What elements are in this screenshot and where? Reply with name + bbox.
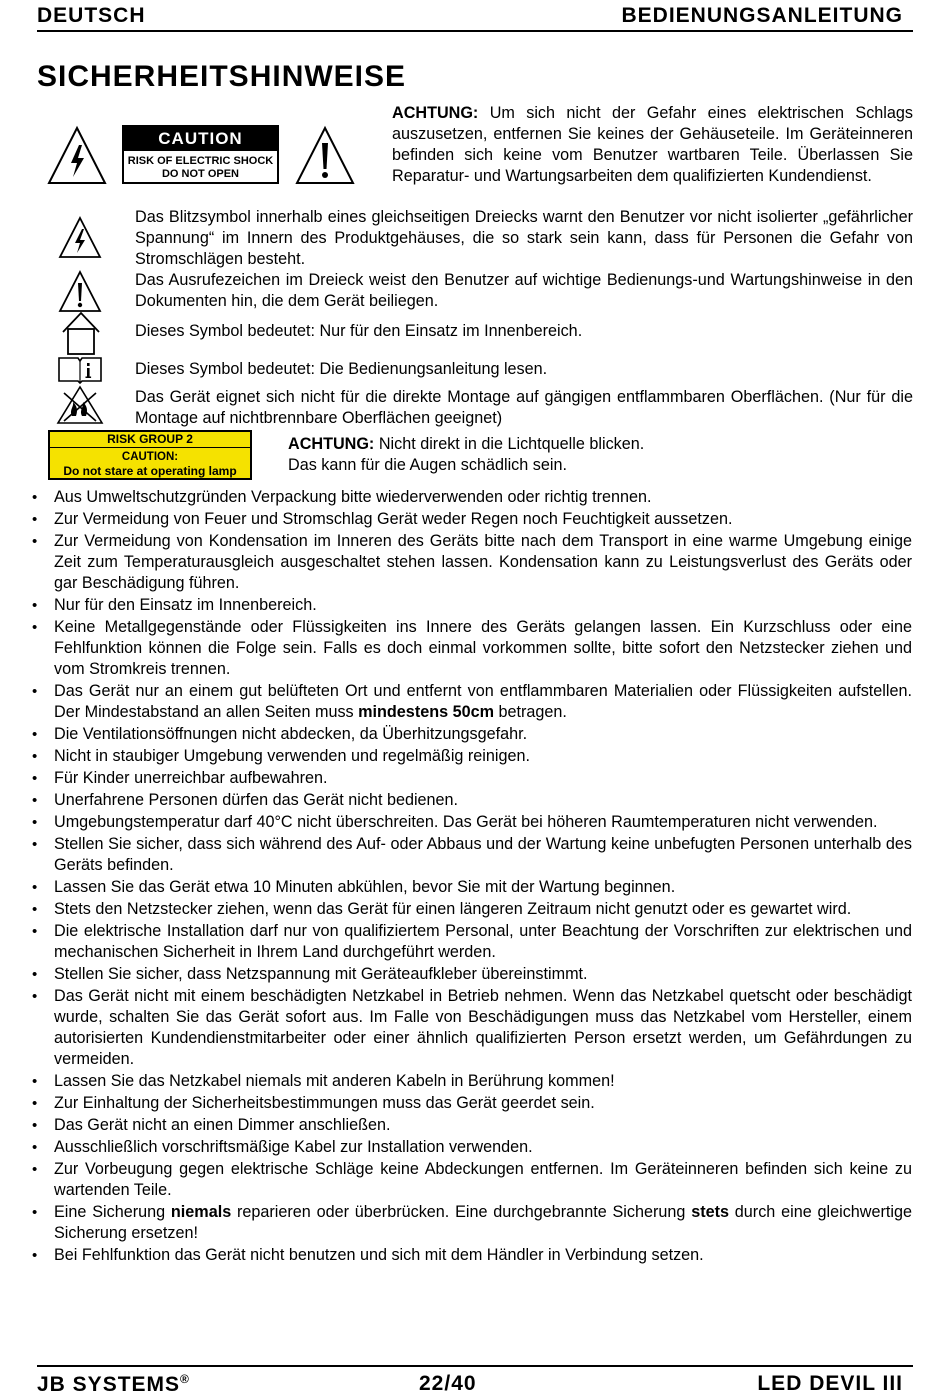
warning-intro <box>392 103 913 187</box>
safety-bullet <box>28 964 912 985</box>
bullet-text: Das Gerät nicht an einen Dimmer anschließen. <box>54 1116 391 1134</box>
risk-group-caution: CAUTION: <box>121 451 179 463</box>
bullet-text: Unerfahrene Personen dürfen das Gerät nicht bedienen. <box>54 791 459 809</box>
warning-intro-text: Um sich nicht der Gefahr eines elektrischen Schlags auszusetzen, entfernen Sie keines der Gehäuseteile. Im Geräteinneren befinden sich keine vom Benutzer wartbaren Teile. Überlassen Sie Reparatur- und Wartungsarbeiten dem qualifizierten Kundendienst. <box>392 104 913 185</box>
lightning-warning-icon <box>46 125 108 187</box>
risk-warning-line-2: Das kann für die Augen schädlich sein. <box>288 456 567 474</box>
bullet-text: reparieren oder überbrücken. Eine durchgebrannte Sicherung <box>231 1203 692 1221</box>
safety-bullet <box>28 1245 912 1266</box>
warning-intro-label: ACHTUNG: <box>392 104 479 122</box>
bullet-text: Ausschließlich vorschriftsmäßige Kabel zur Installation verwenden. <box>54 1138 533 1156</box>
safety-bullet <box>28 768 912 789</box>
safety-bullet <box>28 1202 912 1244</box>
caution-line-2: DO NOT OPEN <box>161 168 239 180</box>
bullet-text: Stellen Sie sicher, dass sich während des Auf- oder Abbaus und der Wartung keine unbefugten Personen unterhalb des Geräts befinden. <box>54 835 912 874</box>
caution-label <box>122 125 279 184</box>
bullet-emphasis: niemals <box>170 1203 232 1221</box>
safety-bullet <box>28 617 912 680</box>
safety-bullet <box>28 1137 912 1158</box>
safety-bullet <box>28 595 912 616</box>
footer-product-name: LED DEVIL III <box>757 1372 903 1395</box>
bullet-text: Eine Sicherung <box>54 1203 171 1221</box>
bullet-text: Lassen Sie das Gerät etwa 10 Minuten abkühlen, bevor Sie mit der Wartung beginnen. <box>54 878 676 896</box>
exclamation-warning-icon <box>294 125 356 187</box>
safety-bullet <box>28 790 912 811</box>
bullet-text: Zur Vermeidung von Kondensation im Inneren des Geräts bitte nach dem Transport in eine warme Umgebung einige Zeit zum Temperaturausgleich ausgeschaltet stehen lassen. Kondensation kann zu Leistungsverlust des Geräts oder gar Beschädigung führen. <box>54 532 912 592</box>
indoor-use-icon <box>60 310 102 356</box>
footer-brand <box>37 1372 190 1397</box>
footer-registered-mark: ® <box>180 1372 190 1386</box>
manual-description: Dieses Symbol bedeutet: Die Bedienungsanleitung lesen. <box>135 360 548 378</box>
bullet-emphasis: mindestens 50cm <box>358 703 494 721</box>
exclamation-description: Das Ausrufezeichen im Dreieck weist den Benutzer auf wichtige Bedienungs-und Wartungshinweise in den Dokumenten hin, die dem Gerät beiliegen. <box>135 271 913 310</box>
bullet-text: Zur Einhaltung der Sicherheitsbestimmungen muss das Gerät geerdet sein. <box>54 1094 595 1112</box>
caution-title: CAUTION <box>124 127 277 151</box>
page-title: SICHERHEITSHINWEISE <box>37 60 407 93</box>
safety-bullet <box>28 986 912 1070</box>
safety-bullet <box>28 724 912 745</box>
exclamation-icon <box>58 270 102 314</box>
read-manual-icon <box>56 354 104 384</box>
bullet-text: Keine Metallgegenstände oder Flüssigkeiten ins Innere des Geräts gelangen lassen. Ein Kurzschluss oder eine Fehlfunktion können die Folge sein. Falls es doch einmal vorkommen sollte, bitte sofort den Netzstecker ziehen und vom Stromkreis trennen. <box>54 618 912 678</box>
bullet-text: Nur für den Einsatz im Innenbereich. <box>54 596 317 614</box>
safety-bullet <box>28 1159 912 1201</box>
header-language: DEUTSCH <box>37 4 146 27</box>
bullet-text: Stellen Sie sicher, dass Netzspannung mit Geräteaufkleber übereinstimmt. <box>54 965 588 983</box>
safety-bullet <box>28 812 912 833</box>
safety-bullet-list <box>28 487 912 1267</box>
safety-bullet <box>28 509 912 530</box>
bullet-text: Das Gerät nicht mit einem beschädigten Netzkabel in Betrieb nehmen. Wenn das Netzkabel quetscht oder beschädigt wurde, schalten Sie das Gerät sofort aus. Im Falle von Beschädigungen muss das Netzkabel vom Hersteller, einem autorisierten Kundendienstmitarbeiter oder einer ähnlich qualifizierten Person ersetzt werden, um Gefährdungen zu vermeiden. <box>54 987 912 1068</box>
safety-bullet <box>28 681 912 723</box>
page-header <box>37 2 913 32</box>
lightning-description: Das Blitzsymbol innerhalb eines gleichseitigen Dreiecks warnt den Benutzer vor nicht isolierter „gefährlicher Spannung“ im Innern des Produktgehäuses, die so stark sein kann, dass für Personen die Gefahr von Stromschlägen besteht. <box>135 208 913 268</box>
header-doc-title: BEDIENUNGSANLEITUNG <box>621 4 903 27</box>
safety-bullet <box>28 746 912 767</box>
safety-bullet <box>28 834 912 876</box>
safety-bullet <box>28 487 912 508</box>
bullet-text: Nicht in staubiger Umgebung verwenden und regelmäßig reinigen. <box>54 747 531 765</box>
safety-bullet <box>28 1115 912 1136</box>
safety-bullet <box>28 921 912 963</box>
bullet-text: Stets den Netzstecker ziehen, wenn das Gerät für einen längeren Zeitraum nicht genutzt oder es gewartet wird. <box>54 900 852 918</box>
bullet-text: Bei Fehlfunktion das Gerät nicht benutzen und sich mit dem Händler in Verbindung setzen. <box>54 1246 704 1264</box>
bullet-text: Die Ventilationsöffnungen nicht abdecken, da Überhitzungsgefahr. <box>54 725 528 743</box>
bullet-text: Lassen Sie das Netzkabel niemals mit anderen Kabeln in Berührung kommen! <box>54 1072 615 1090</box>
bullet-emphasis: stets <box>691 1203 729 1221</box>
bullet-text: Für Kinder unerreichbar aufbewahren. <box>54 769 328 787</box>
safety-bullet <box>28 877 912 898</box>
caution-line-1: RISK OF ELECTRIC SHOCK <box>127 155 274 167</box>
bullet-text: Die elektrische Installation darf nur von qualifiziertem Personal, unter Beachtung der Vorschriften zur elektrischen und mechanischen Sicherheit in Ihrem Land durchgeführt werden. <box>54 922 912 961</box>
bullet-text: durch eine gleichwertige Sicherung ersetzen! <box>54 1203 912 1242</box>
bullet-text: Zur Vermeidung von Feuer und Stromschlag Gerät weder Regen noch Feuchtigkeit aussetzen. <box>54 510 733 528</box>
bullet-text: Umgebungstemperatur darf 40°C nicht überschreiten. Das Gerät bei höheren Raumtemperaturen nicht verwenden. <box>54 813 878 831</box>
flammable-surface-icon <box>56 385 104 425</box>
safety-bullet <box>28 1093 912 1114</box>
risk-warning <box>288 434 888 476</box>
risk-warning-line-1: Nicht direkt in die Lichtquelle blicken. <box>374 435 645 453</box>
safety-bullet <box>28 531 912 594</box>
indoor-description: Dieses Symbol bedeutet: Nur für den Einsatz im Innenbereich. <box>135 322 583 340</box>
page-footer <box>37 1365 913 1397</box>
safety-bullet <box>28 1071 912 1092</box>
safety-bullet <box>28 899 912 920</box>
bullet-text: Zur Vorbeugung gegen elektrische Schläge keine Abdeckungen entfernen. Im Geräteinneren befinden sich keine zu wartenden Teile. <box>54 1160 912 1199</box>
footer-brand-name: JB SYSTEMS <box>37 1373 181 1396</box>
footer-page-number: 22/40 <box>419 1372 477 1395</box>
bullet-text: Das Gerät nur an einem gut belüfteten Ort und entfernt von entflammbaren Materialien oder Flüssigkeiten aufstellen. Der Mindestabstand an allen Seiten muss <box>54 682 912 721</box>
lightning-icon <box>58 216 102 260</box>
risk-group-text: Do not stare at operating lamp <box>63 464 237 478</box>
risk-group-label <box>48 430 252 480</box>
risk-warning-label: ACHTUNG: <box>288 435 375 453</box>
flammable-description: Das Gerät eignet sich nicht für die direkte Montage auf gängigen entflammbaren Oberflächen. (Nur für die Montage auf nichtbrennbare Oberflächen geeignet) <box>135 388 913 427</box>
bullet-text: betragen. <box>494 703 567 721</box>
risk-group-title: RISK GROUP 2 <box>50 432 250 448</box>
bullet-text: Aus Umweltschutzgründen Verpackung bitte wiederverwenden oder richtig trennen. <box>54 488 652 506</box>
